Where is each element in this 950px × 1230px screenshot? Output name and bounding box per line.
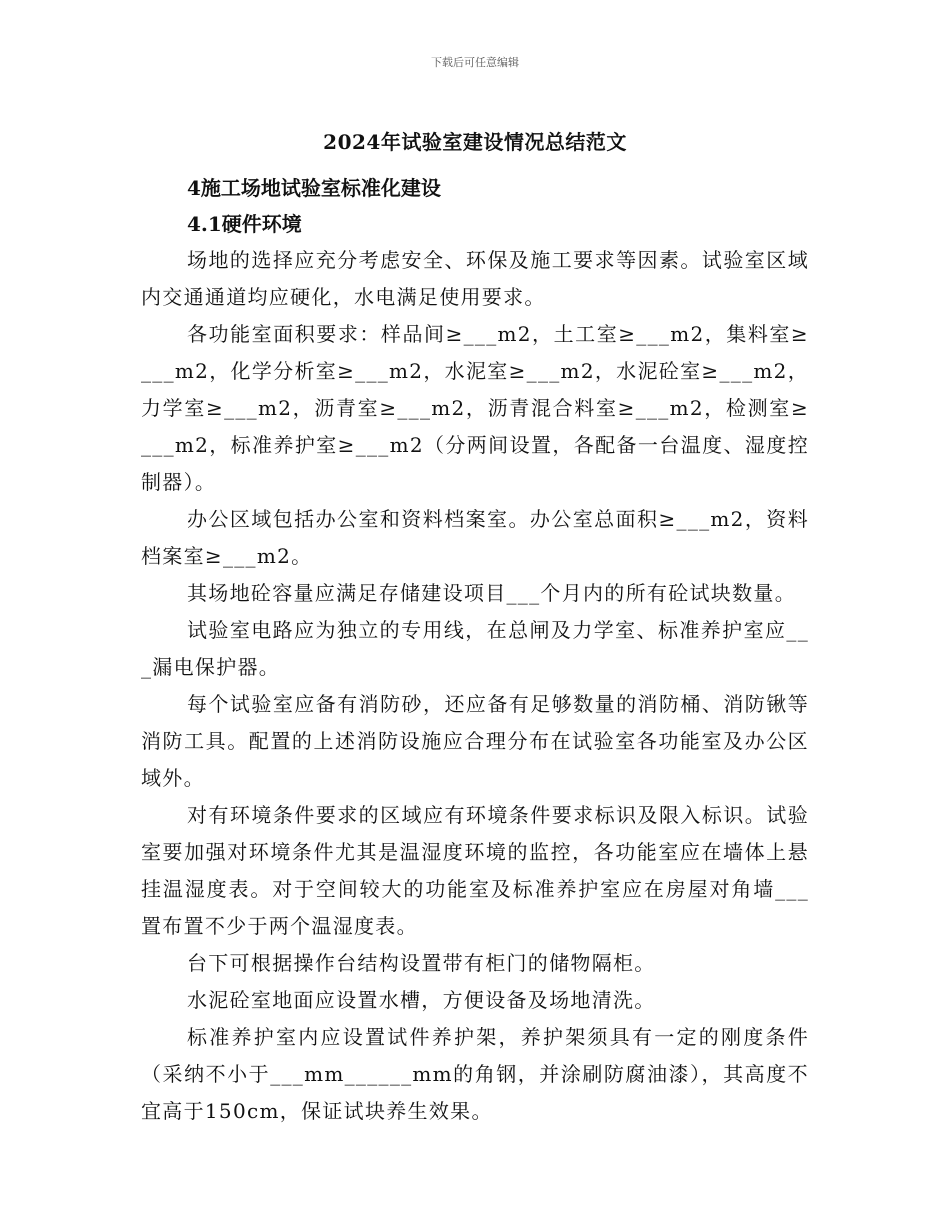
paragraph: 各功能室面积要求：样品间≥___m2，土工室≥___m2，集料室≥___m2，化学分析室≥___m2，水泥室≥___m2，水泥砼室≥___m2，力学室≥___m2，沥青室≥___m2，沥青混合料室≥___m2，检测室≥___m2，标准养护室≥___m2（分两间设置，各配备一台温度、湿度控制器）。 — [141, 322, 809, 494]
paragraph: 办公区域包括办公室和资料档案室。办公室总面积≥___m2，资料档案室≥___m2。 — [141, 507, 809, 568]
paragraph: 其场地砼容量应满足存储建设项目___个月内的所有砼试块数量。 — [187, 581, 796, 605]
paragraph: 试验室电路应为独立的专用线，在总闸及力学室、标准养护室应___漏电保护器。 — [141, 618, 809, 679]
paragraph: 场地的选择应充分考虑安全、环保及施工要求等因素。试验室区域内交通通道均应硬化，水电满足使用要求。 — [141, 248, 809, 309]
section-heading: 4施工场地试验室标准化建设 — [187, 176, 441, 200]
document-title: 2024年试验室建设情况总结范文 — [323, 130, 627, 154]
subsection-heading: 4.1硬件环境 — [187, 212, 302, 236]
paragraph: 台下可根据操作台结构设置带有柜门的储物隔柜。 — [187, 951, 656, 975]
document-body — [141, 170, 809, 1130]
paragraph: 水泥砼室地面应设置水槽，方便设备及场地清洗。 — [187, 988, 656, 1012]
paragraph: 每个试验室应备有消防砂，还应备有足够数量的消防桶、消防锹等消防工具。配置的上述消防设施应合理分布在试验室各功能室及办公区域外。 — [141, 692, 809, 790]
page-header-note: 下载后可任意编辑 — [431, 56, 519, 69]
paragraph: 标准养护室内应设置试件养护架，养护架须具有一定的刚度条件（采纳不小于___mm______mm的角钢，并涂刷防腐油漆），其高度不宜高于150cm，保证试块养生效果。 — [141, 1025, 809, 1123]
paragraph: 对有环境条件要求的区域应有环境条件要求标识及限入标识。试验室要加强对环境条件尤其是温湿度环境的监控，各功能室应在墙体上悬挂温湿度表。对于空间较大的功能室及标准养护室应在房屋对角墙___置布置不少于两个温湿度表。 — [141, 803, 809, 938]
